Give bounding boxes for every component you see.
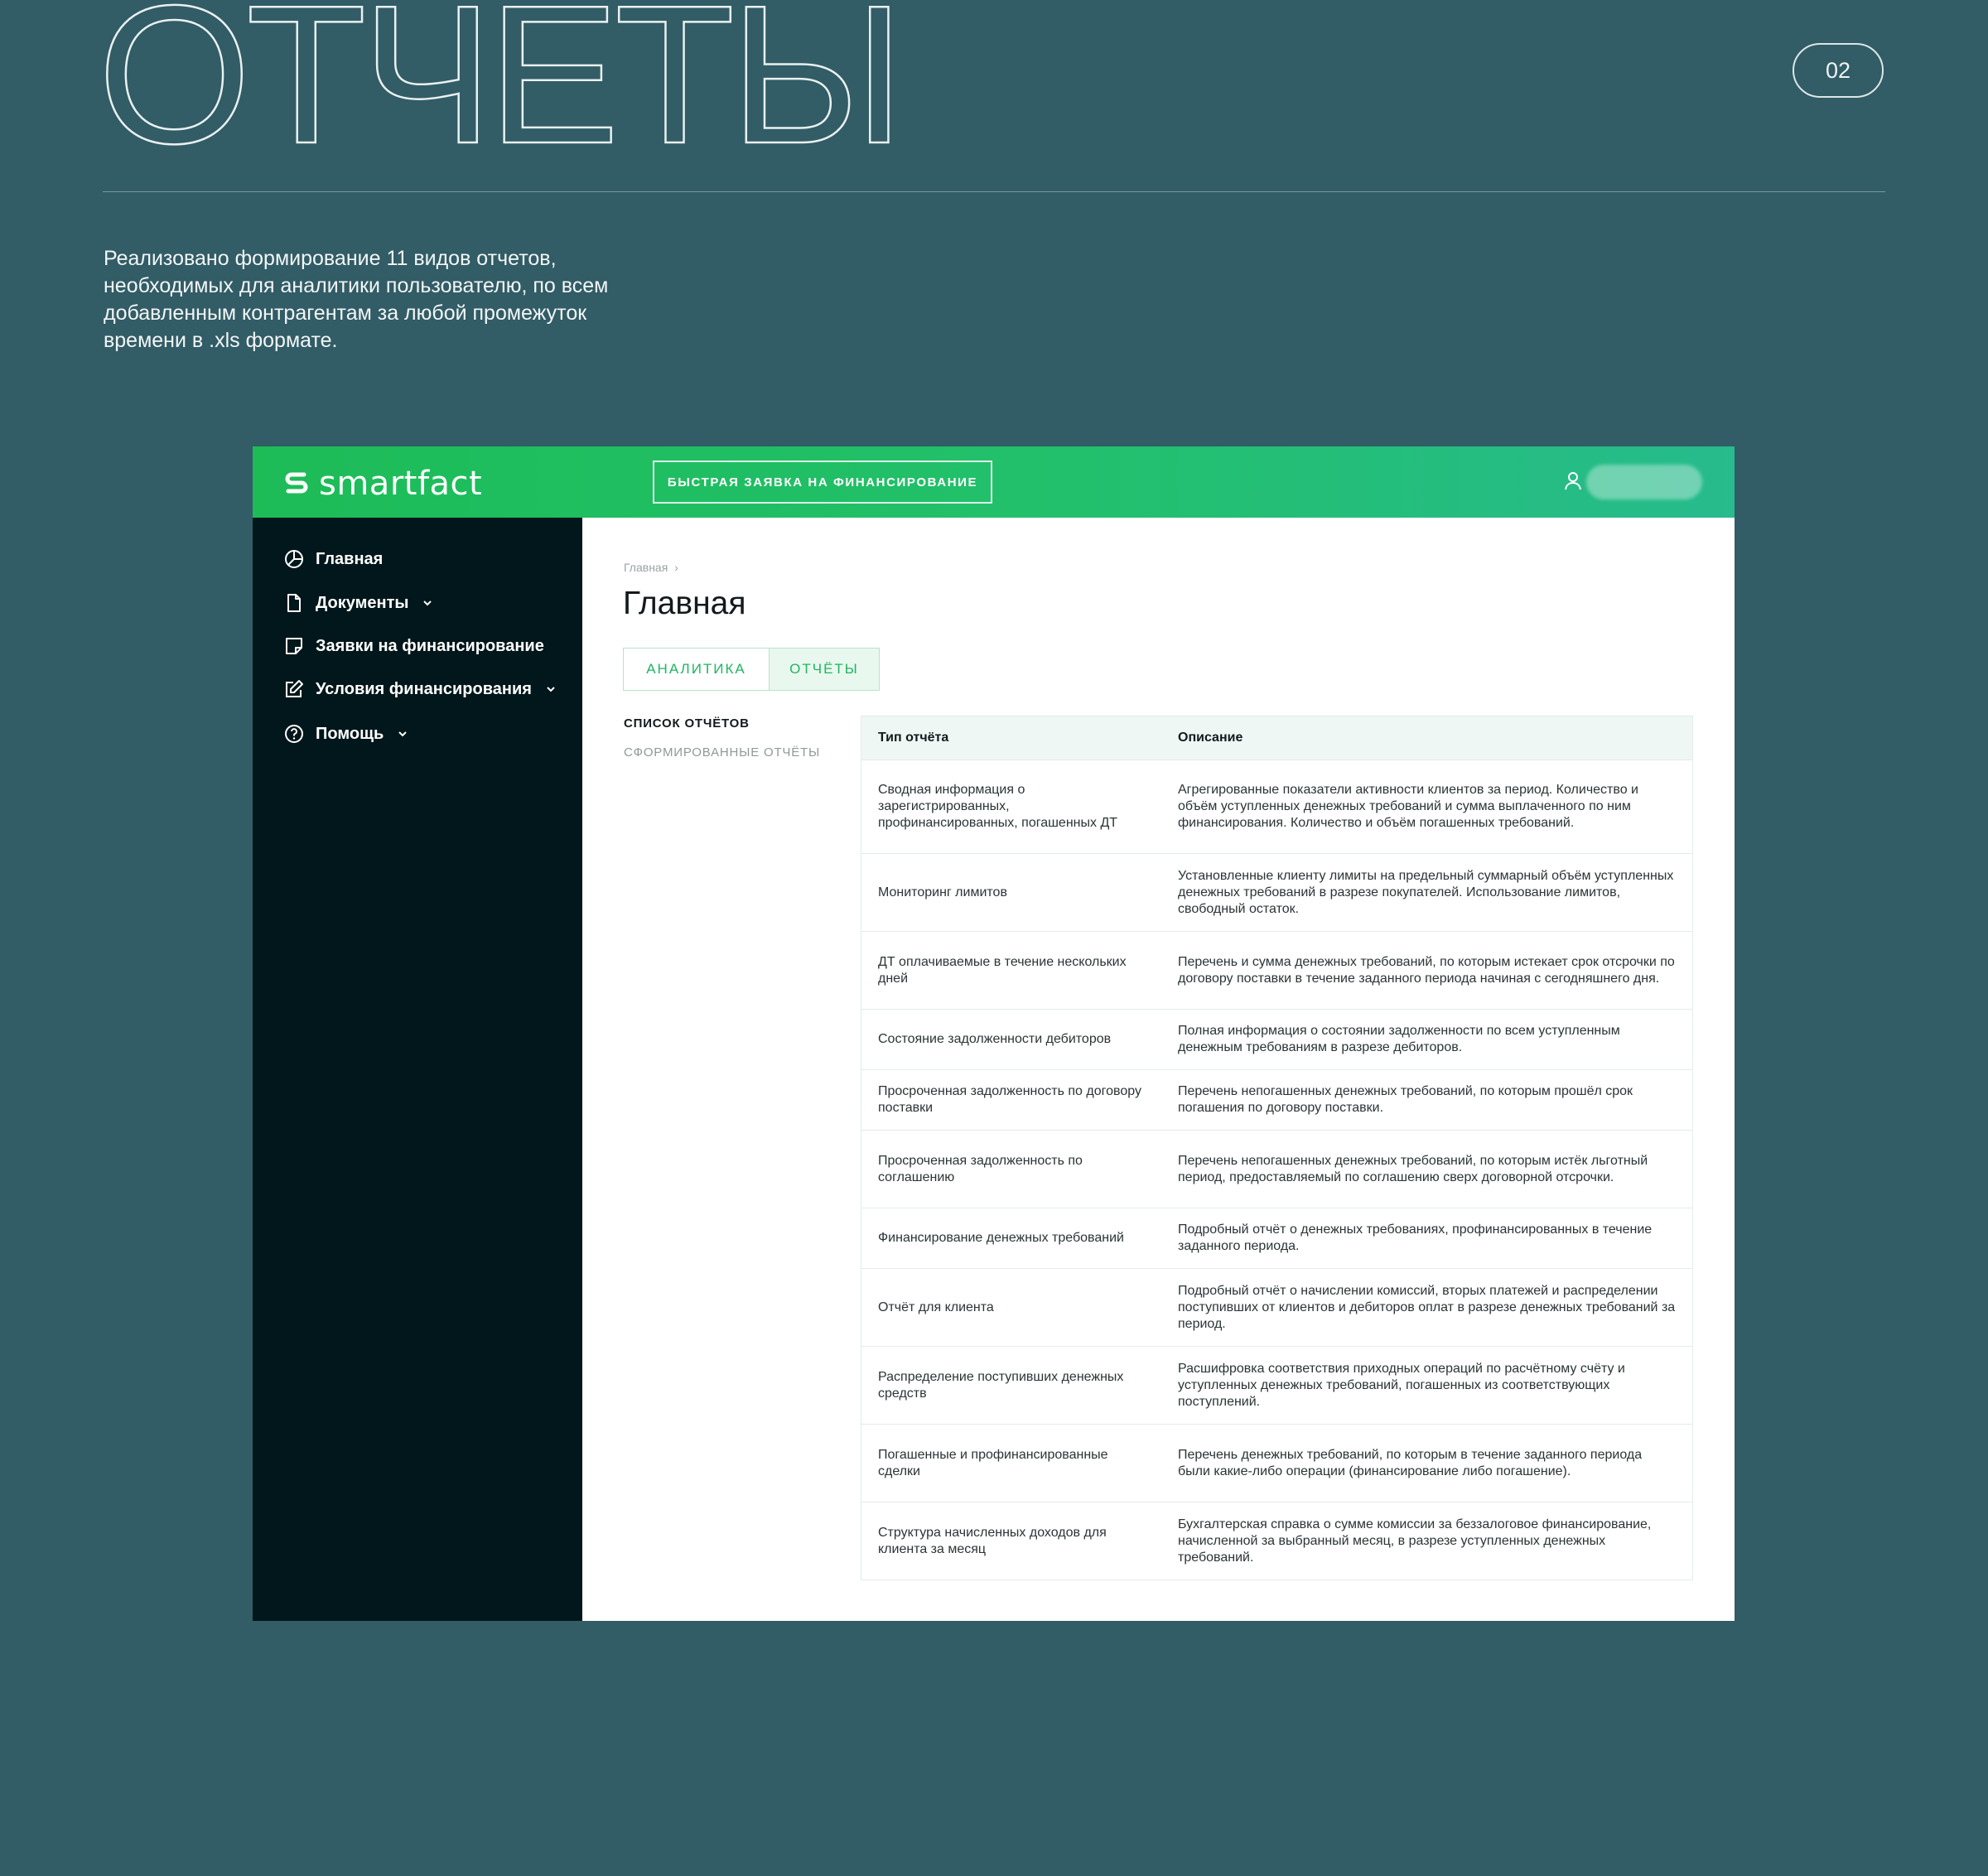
sidebar-item-label: Помощь [316, 724, 384, 743]
report-description-cell: Подробный отчёт о денежных требованиях, профинансированных в течение заданного периода. [1161, 1208, 1693, 1269]
table-row[interactable] [861, 1208, 1693, 1269]
chevron-down-icon [397, 728, 408, 740]
table-row[interactable] [861, 1425, 1693, 1502]
table-header-row [861, 716, 1693, 760]
sidebar-item-financing-requests[interactable] [284, 636, 544, 656]
main-content [582, 518, 1735, 1621]
logo[interactable] [284, 465, 482, 503]
breadcrumb [624, 561, 678, 574]
divider [103, 191, 1885, 192]
subnav-report-list[interactable]: СПИСОК ОТЧЁТОВ [624, 716, 750, 731]
report-description-cell: Перечень и сумма денежных требований, по которым истекает срок отсрочки по договору поставки в течение заданного периода начиная с сегодняшнего дня. [1161, 932, 1693, 1010]
report-type-cell: Финансирование денежных требований [861, 1208, 1162, 1269]
report-description-cell: Установленные клиенту лимиты на предельный суммарный объём уступленных денежных требований в разрезе покупателей. Использование лимитов, свободный остаток. [1161, 854, 1693, 932]
hero-title: ОТЧЕТЫ [98, 0, 900, 185]
report-description-cell: Бухгалтерская справка о сумме комиссии за беззалоговое финансирование, начисленной за выбранный месяц, в разрезе уступленных денежных требований. [1161, 1502, 1693, 1580]
report-type-cell: Отчёт для клиента [861, 1269, 1162, 1347]
report-description-cell: Агрегированные показатели активности клиентов за период. Количество и объём уступленных денежных требований и сумма выплаченного по ним финансирования. Количество и объём погашенных требований. [1161, 760, 1693, 854]
column-header-type: Тип отчёта [861, 716, 1162, 760]
table-row[interactable] [861, 1502, 1693, 1580]
chevron-right-icon: › [674, 561, 678, 574]
breadcrumb-item[interactable]: Главная [624, 561, 668, 574]
column-header-description: Описание [1161, 716, 1693, 760]
report-type-cell: Просроченная задолженность по договору поставки [861, 1070, 1162, 1131]
report-description-cell: Подробный отчёт о начислении комиссий, вторых платежей и распределении поступивших от клиентов и дебиторов оплат в разрезе денежных требований за период. [1161, 1269, 1693, 1347]
report-description-cell: Перечень денежных требований, по которым в течение заданного периода были какие-либо операции (финансирование либо погашение). [1161, 1425, 1693, 1502]
table-row[interactable] [861, 1010, 1693, 1070]
sidebar-item-help[interactable] [284, 724, 408, 744]
sidebar-item-label: Главная [316, 549, 384, 568]
chevron-down-icon [545, 683, 557, 695]
table-row[interactable] [861, 1347, 1693, 1425]
chevron-down-icon [422, 597, 433, 609]
logo-text: smartfact [319, 465, 483, 503]
quick-financing-request-button[interactable]: БЫСТРАЯ ЗАЯВКА НА ФИНАНСИРОВАНИЕ [653, 461, 992, 504]
table-row[interactable] [861, 854, 1693, 932]
sidebar-item-label: Документы [316, 593, 409, 612]
intro-text: Реализовано формирование 11 видов отчетов, необходимых для аналитики пользователю, по всем добавленным контрагентам за любой промежуток времени в .xls формате. [104, 247, 609, 352]
report-type-cell: Мониторинг лимитов [861, 854, 1162, 932]
sidebar-item-financing-terms[interactable] [284, 679, 557, 699]
table-row[interactable] [861, 1131, 1693, 1208]
report-type-cell: Распределение поступивших денежных средств [861, 1347, 1162, 1425]
table-row[interactable] [861, 760, 1693, 854]
report-type-cell: Погашенные и профинансированные сделки [861, 1425, 1162, 1502]
pie-chart-icon [284, 549, 304, 569]
report-type-cell: Состояние задолженности дебиторов [861, 1010, 1162, 1070]
sidebar-item-label: Заявки на финансирование [316, 636, 544, 655]
table-row[interactable] [861, 1070, 1693, 1131]
page-title: Главная [623, 586, 746, 621]
sidebar-item-home[interactable] [284, 549, 383, 569]
subnav-generated-reports[interactable]: СФОРМИРОВАННЫЕ ОТЧЁТЫ [624, 745, 821, 760]
report-description-cell: Перечень непогашенных денежных требований, по которым истёк льготный период, предоставляемый по соглашению сверх договорной отсрочки. [1161, 1131, 1693, 1208]
report-description-cell: Перечень непогашенных денежных требований, по которым прошёл срок погашения по договору поставки. [1161, 1070, 1693, 1131]
page-number-badge: 02 [1793, 43, 1884, 98]
report-type-cell: Структура начисленных доходов для клиента за месяц [861, 1502, 1162, 1580]
smartfact-logo-icon [284, 470, 309, 497]
table-row[interactable] [861, 932, 1693, 1010]
note-icon [284, 636, 304, 656]
tab-bar [623, 648, 880, 691]
document-icon [284, 593, 304, 613]
reports-subnav [624, 716, 820, 774]
report-type-cell: Сводная информация о зарегистрированных, профинансированных, погашенных ДТ [861, 760, 1162, 854]
reports-table [861, 716, 1693, 1580]
tab-analytics[interactable]: АНАЛИТИКА [623, 648, 770, 691]
edit-icon [284, 679, 304, 699]
top-bar [253, 446, 1735, 518]
report-type-cell: Просроченная задолженность по соглашению [861, 1131, 1162, 1208]
sidebar-item-label: Условия финансирования [316, 679, 532, 698]
tab-reports[interactable]: ОТЧЁТЫ [770, 648, 880, 691]
report-type-cell: ДТ оплачиваемые в течение нескольких дней [861, 932, 1162, 1010]
table-row[interactable] [861, 1269, 1693, 1347]
app-window [253, 446, 1735, 1621]
report-description-cell: Полная информация о состоянии задолженности по всем уступленным денежным требованиям в разрезе дебиторов. [1161, 1010, 1693, 1070]
help-icon [284, 724, 304, 744]
sidebar-item-documents[interactable] [284, 593, 433, 613]
report-description-cell: Расшифровка соответствия приходных операций по расчётному счёту и уступленных денежных требований, погашенных из соответствующих поступлений. [1161, 1347, 1693, 1425]
user-name-pill[interactable] [1586, 465, 1702, 499]
sidebar [253, 518, 582, 1621]
user-icon[interactable] [1564, 471, 1582, 491]
